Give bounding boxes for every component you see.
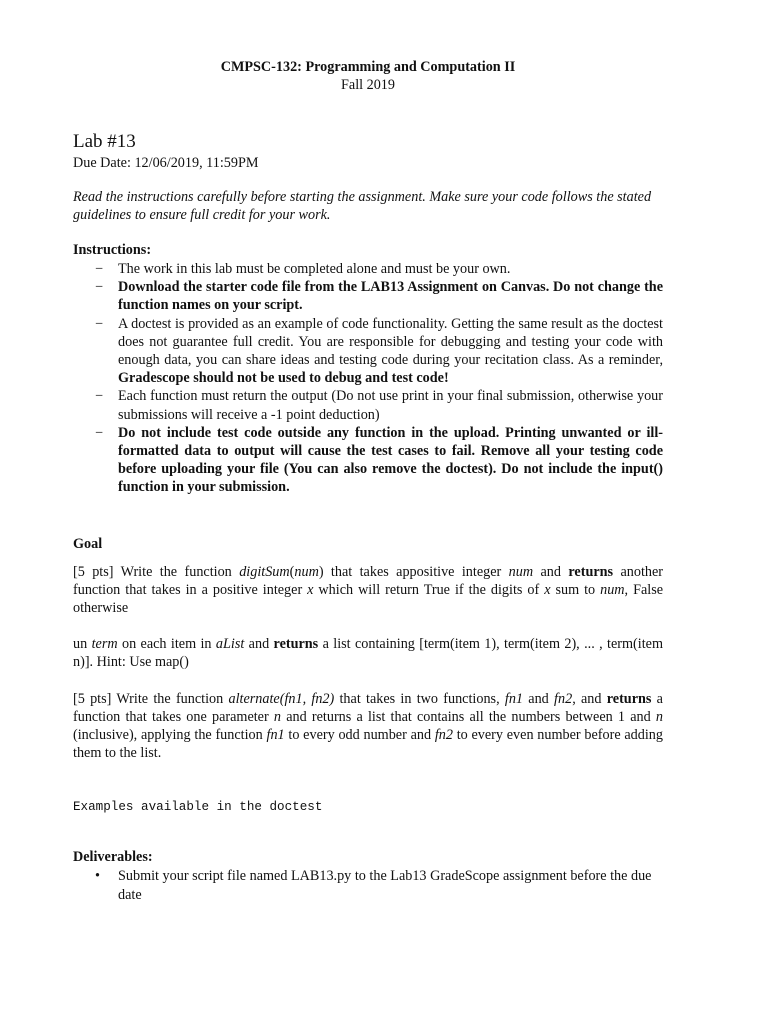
due-date: Due Date: 12/06/2019, 11:59PM bbox=[73, 155, 259, 171]
returns-emphasis: returns bbox=[606, 690, 652, 707]
text-run: a list containing [term(item 1), term(item 2), ... , term(item n)]. Hint: Use map() bbox=[73, 636, 663, 671]
text-run: sum to bbox=[550, 581, 601, 598]
instruction-text: A doctest is provided as an example of code functionality. Getting the same result as the doctest does not guarantee full credit. You are responsible for debugging and testing your code with enough data, you can share ideas and testing code during your recitation class. As a reminder, bbox=[118, 315, 663, 369]
text-run: and bbox=[244, 636, 274, 653]
function-name: alternate bbox=[228, 690, 280, 707]
text-run: ) that takes appositive integer bbox=[318, 563, 509, 580]
goal-title: Goal bbox=[73, 535, 103, 552]
param-name: x bbox=[307, 581, 314, 598]
list-item bbox=[73, 260, 663, 278]
instruction-text: The work in this lab must be completed alone and must be your own. bbox=[118, 261, 511, 277]
dash-marker: − bbox=[95, 261, 104, 277]
document-header bbox=[73, 58, 663, 94]
text-run: another function that takes in a positive integer bbox=[73, 563, 664, 598]
text-run: [5 pts] Write the function bbox=[73, 563, 240, 580]
param-name: x bbox=[544, 581, 551, 598]
examples-note: Examples available in the doctest bbox=[73, 800, 323, 815]
param-name: fn1 bbox=[504, 690, 524, 707]
text-run: , and bbox=[572, 690, 607, 707]
text-run: (inclusive), applying the function bbox=[73, 727, 267, 744]
intro-text: Read the instructions carefully before starting the assignment. Make sure your code follows the stated guidelines to ensure full credit for your work. bbox=[73, 189, 652, 223]
param-name: num bbox=[294, 563, 319, 580]
dash-marker: − bbox=[95, 388, 104, 405]
list-item bbox=[73, 387, 663, 423]
text-run: ( bbox=[289, 563, 295, 580]
param-name: fn2 bbox=[434, 727, 453, 744]
text-run: un bbox=[73, 636, 92, 653]
param-name: n bbox=[273, 708, 281, 725]
deliverables-list bbox=[73, 867, 663, 903]
text-run: and returns a list that contains all the numbers between 1 and bbox=[281, 708, 656, 725]
param-name: term bbox=[91, 636, 118, 653]
instruction-text: Each function must return the output (Do not use print in your final submission, otherwise your submissions will receive a -1 point deduction) bbox=[118, 388, 663, 423]
bullet-marker: • bbox=[95, 868, 100, 885]
param-name: fn1 bbox=[266, 727, 285, 744]
text-run: [5 pts] Write the function bbox=[73, 690, 229, 707]
param-name: num bbox=[508, 563, 534, 580]
returns-emphasis: returns bbox=[273, 636, 319, 653]
course-title: CMPSC-132: Programming and Computation II bbox=[220, 59, 516, 75]
instructions-list bbox=[73, 260, 663, 497]
list-item bbox=[73, 315, 663, 388]
text-run: to every even number before adding them to the list. bbox=[73, 727, 663, 762]
term: Fall 2019 bbox=[341, 77, 395, 93]
text-run: to every odd number and bbox=[284, 727, 435, 744]
instructions-title: Instructions: bbox=[73, 242, 152, 258]
instruction-text: Download the starter code file from the LAB13 Assignment on Canvas. Do not change the function names on your script. bbox=[118, 279, 663, 314]
lab-title: Lab #13 bbox=[73, 131, 136, 152]
text-run: on each item in bbox=[117, 636, 216, 653]
dash-marker: − bbox=[95, 315, 104, 332]
instruction-emphasis: Gradescope should not be used to debug and test code! bbox=[118, 370, 449, 387]
function-name: digitSum bbox=[239, 563, 290, 580]
param-list: (fn1, fn2) bbox=[279, 690, 335, 707]
goal-paragraph-digitsum bbox=[73, 563, 663, 618]
deliverables-title: Deliverables: bbox=[73, 849, 153, 866]
document-page bbox=[73, 58, 663, 904]
param-name: n bbox=[655, 708, 663, 725]
instruction-text: Do not include test code outside any function in the upload. Printing unwanted or ill-formatted data to output will cause the test cases to fail. Remove all your testing code before uploading your file (You can also remove the doctest). Do not include the input() function in your submission. bbox=[118, 424, 663, 496]
param-name: num bbox=[600, 581, 625, 598]
param-name: aList bbox=[215, 636, 245, 653]
deliverable-text: Submit your script file named LAB13.py to the Lab13 GradeScope assignment before the due date bbox=[118, 868, 652, 903]
text-run: and bbox=[533, 563, 569, 580]
dash-marker: − bbox=[95, 279, 104, 296]
list-item bbox=[73, 278, 663, 314]
goal-paragraph-map bbox=[73, 635, 663, 671]
goal-paragraph-alternate bbox=[73, 690, 663, 763]
text-run: which will return True if the digits of bbox=[313, 581, 545, 598]
text-run: , False otherwise bbox=[73, 581, 664, 617]
dash-marker: − bbox=[95, 424, 104, 441]
list-item bbox=[73, 867, 663, 903]
list-item bbox=[73, 424, 663, 497]
param-name: fn2 bbox=[554, 690, 573, 707]
returns-emphasis: returns bbox=[568, 563, 614, 580]
text-run: that takes in two functions, bbox=[334, 690, 505, 707]
text-run: and bbox=[523, 690, 555, 707]
text-run: a function that takes one parameter bbox=[73, 690, 663, 725]
